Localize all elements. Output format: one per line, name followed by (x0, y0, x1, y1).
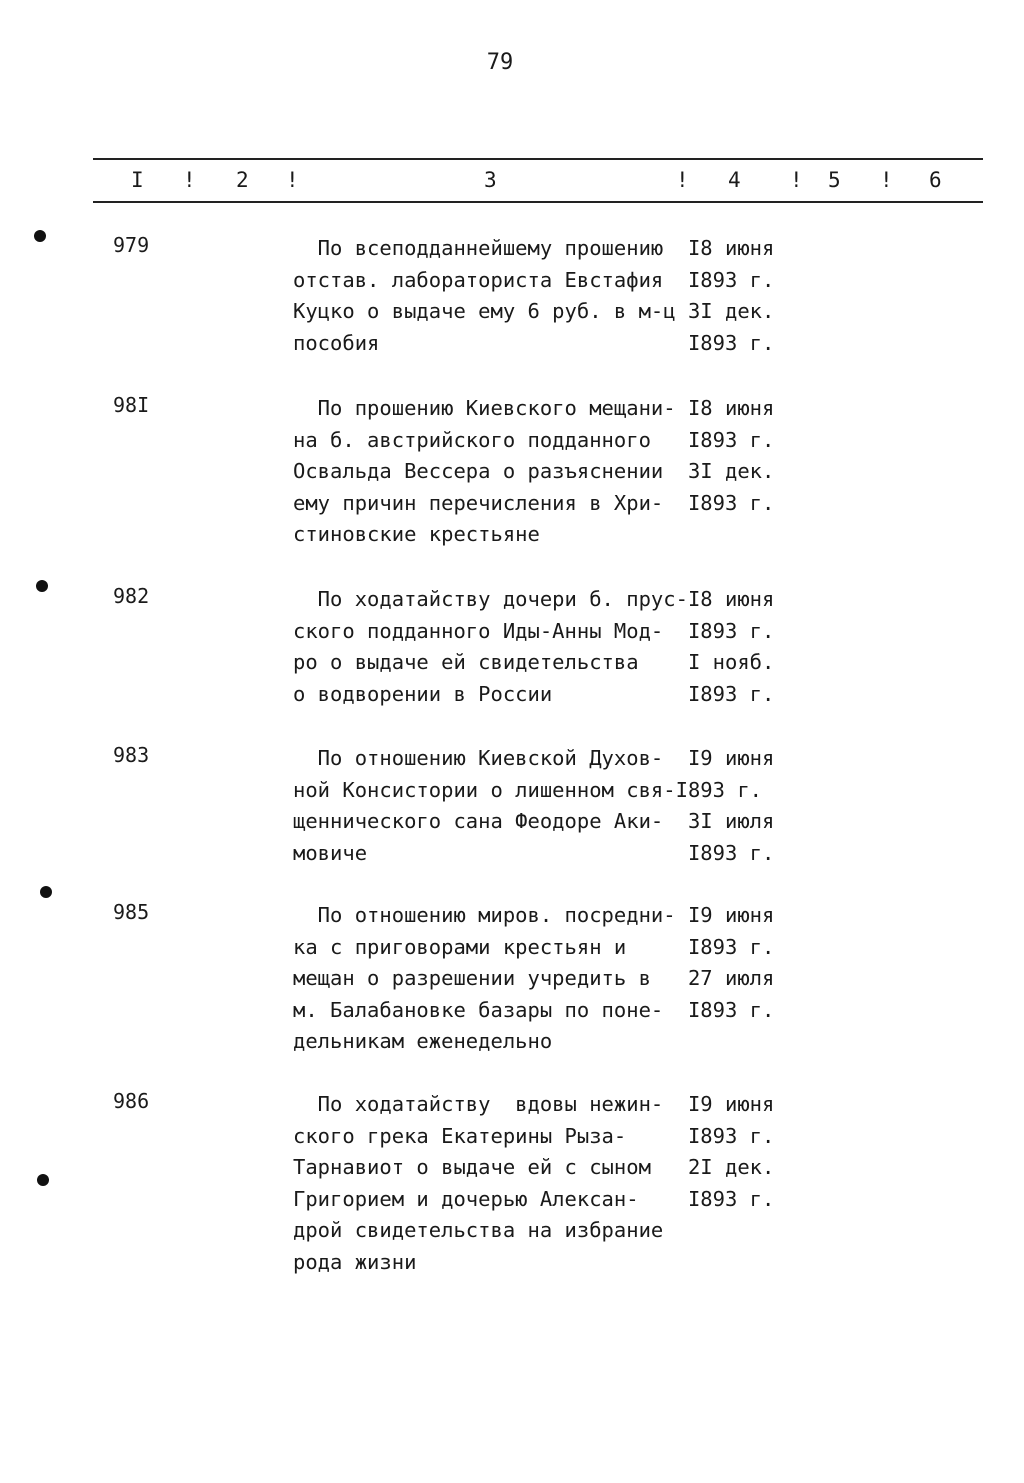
record-line: рода жизни (293, 1249, 417, 1274)
record-line: стиновские крестьяне (293, 522, 540, 546)
record-number: 985 (113, 900, 150, 924)
record-number: 98I (113, 393, 150, 417)
record-number: 983 (113, 743, 150, 767)
record-line: м. Балабановке базары по поне- I893 г. (293, 997, 775, 1022)
page-number: 79 (486, 50, 514, 75)
record-line: По отношению миров. посредни- I9 июня (293, 903, 775, 927)
record-text (293, 900, 774, 1058)
record-line: щеннического сана Феодоре Аки- 3I июля (293, 809, 775, 833)
table-header-bottom-rule (93, 201, 983, 203)
record-line: Григорием и дочерью Алексан- I893 г. (293, 1186, 775, 1211)
record-line: ка с приговорами крестьян и I893 г. (293, 934, 775, 959)
record-line: ро о выдаче ей свидетельства I нояб. (293, 650, 775, 674)
record-line: По прошению Киевского мещани- I8 июня (293, 396, 775, 420)
column-separator: ! (183, 168, 196, 192)
record-line: о водворении в России I893 г. (293, 681, 775, 706)
column-2-header: 2 (236, 168, 249, 192)
record-text (293, 393, 774, 551)
record-line: на б. австрийского подданного I893 г. (293, 427, 775, 452)
column-separator: ! (790, 168, 803, 192)
record-line: По всеподданнейшему прошению I8 июня (293, 236, 775, 260)
record-line: Освальда Вессера о разъяснении 3I дек. (293, 459, 775, 483)
column-separator: ! (880, 168, 893, 192)
column-4-header: 4 (728, 168, 741, 192)
column-6-header: 6 (929, 168, 942, 192)
record-line: дельникам еженедельно (293, 1029, 553, 1053)
record-text (293, 584, 774, 710)
record-number: 979 (113, 233, 150, 257)
column-5-header: 5 (828, 168, 841, 192)
record-line: мещан о разрешении учредить в 27 июля (293, 966, 775, 990)
record-line: пособия I893 г. (293, 330, 775, 355)
record-text (293, 743, 774, 869)
record-line: дрой свидетельства на избрание (293, 1218, 664, 1242)
column-separator: ! (676, 168, 689, 192)
punch-hole-mark (40, 886, 52, 898)
punch-hole-mark (37, 1174, 49, 1186)
record-number: 982 (113, 584, 150, 608)
column-separator: ! (286, 168, 299, 192)
record-line: Куцко о выдаче ему 6 руб. в м-ц 3I дек. (293, 299, 775, 323)
punch-hole-mark (36, 580, 48, 592)
record-line: По ходатайству вдовы нежин- I9 июня (293, 1092, 775, 1116)
record-line: мовиче I893 г. (293, 840, 775, 865)
record-line: ему причин перечисления в Хри- I893 г. (293, 490, 775, 515)
column-1-header: I (131, 168, 144, 192)
column-3-header: 3 (484, 168, 497, 192)
record-line: отстав. лабораториста Евстафия I893 г. (293, 267, 775, 292)
record-text (293, 1089, 774, 1278)
record-line: ной Консистории о лишенном свя-I893 г. (293, 777, 762, 802)
record-line: ского подданного Иды-Анны Мод- I893 г. (293, 618, 775, 643)
record-number: 986 (113, 1089, 150, 1113)
record-line: По ходатайству дочери б. прус-I8 июня (293, 587, 775, 611)
record-text (293, 233, 774, 359)
punch-hole-mark (34, 230, 46, 242)
record-line: Тарнавиот о выдаче ей с сыном 2I дек. (293, 1155, 775, 1179)
table-header-top-rule (93, 158, 983, 160)
record-line: По отношению Киевской Духов- I9 июня (293, 746, 775, 770)
record-line: ского грека Екатерины Рыза- I893 г. (293, 1123, 775, 1148)
